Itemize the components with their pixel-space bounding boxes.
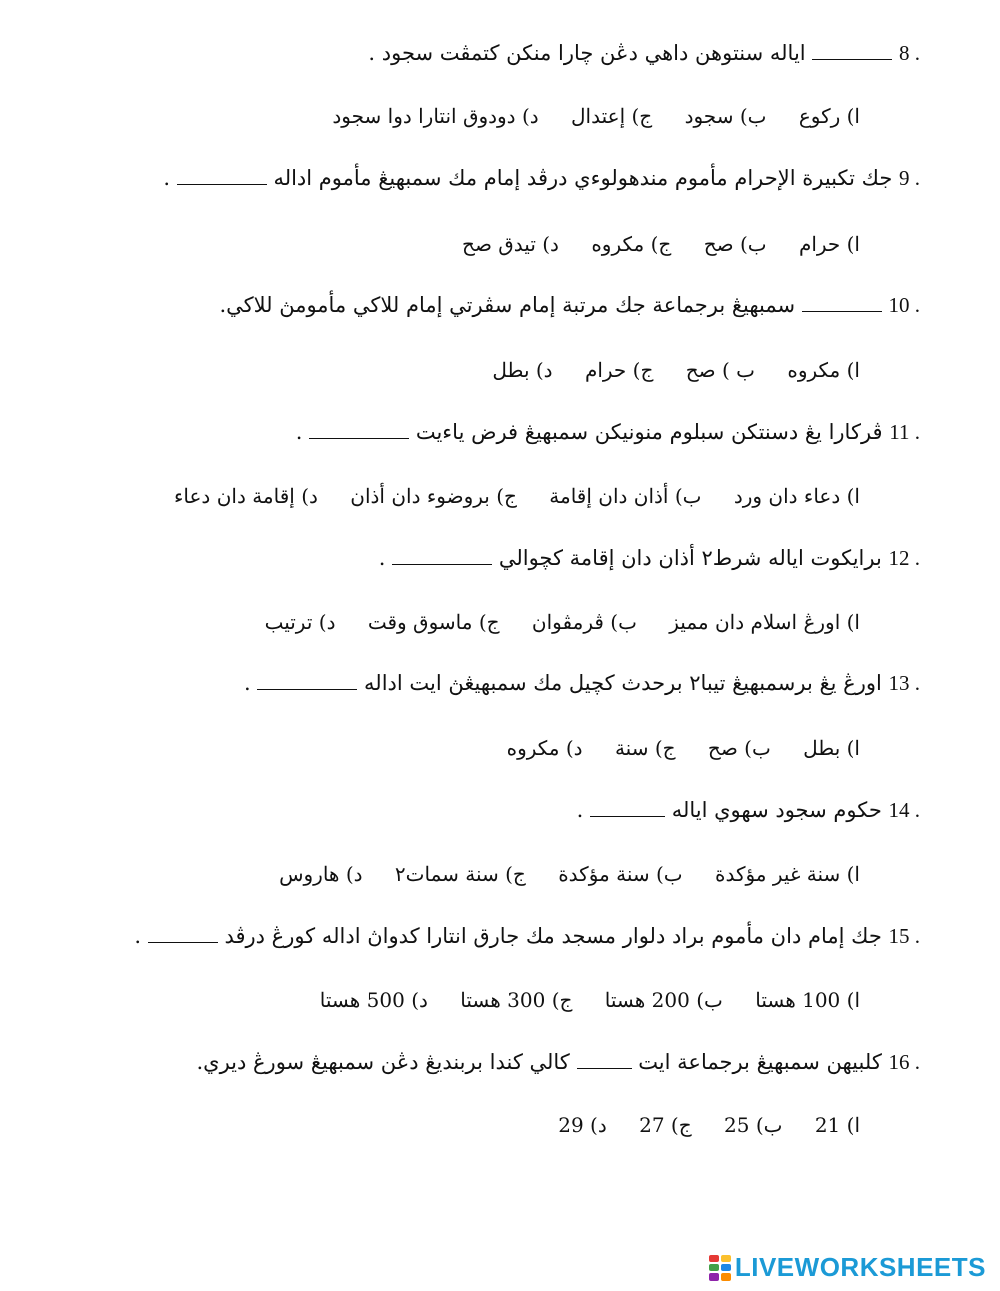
option-a[interactable]: ا) مكروه	[787, 358, 860, 382]
question-number: 9 .	[899, 166, 920, 190]
option-b[interactable]: ب) سنة مؤكدة	[558, 862, 683, 886]
question-15	[40, 921, 920, 951]
options-12	[40, 607, 860, 637]
question-stem-end: .	[378, 546, 386, 570]
option-d[interactable]: د) مكروه	[506, 736, 583, 760]
option-a[interactable]: ا) اورڠ اسلام دان مميز	[669, 610, 860, 634]
answer-blank[interactable]	[577, 1050, 632, 1069]
options-16	[40, 1110, 860, 1140]
option-d[interactable]: د) ترتيب	[264, 610, 336, 634]
question-stem: ڤركارا يڠ دسنتكن سبلوم منونيكن سمبهيڠ فرض ياءيت	[415, 420, 883, 444]
question-number: 15 .	[888, 924, 920, 948]
answer-blank[interactable]	[257, 671, 357, 690]
option-c[interactable]: ج) سنة سمات٢	[394, 862, 526, 886]
option-b[interactable]: ب) 200 هستا	[604, 988, 723, 1012]
options-8	[40, 101, 860, 131]
option-a[interactable]: ا) سنة غير مؤكدة	[714, 862, 860, 886]
option-d[interactable]: د) 29	[558, 1113, 607, 1137]
option-c[interactable]: ج) بروضوء دان أذان	[350, 484, 517, 508]
question-number: 8 .	[899, 41, 920, 65]
logo-block-icon	[709, 1255, 719, 1262]
logo-block-icon	[709, 1264, 719, 1271]
options-13	[40, 733, 860, 763]
option-b[interactable]: ب) ڤرمڤوان	[531, 610, 637, 634]
option-b[interactable]: ب) صح	[707, 736, 771, 760]
question-11	[40, 417, 920, 447]
option-c[interactable]: ج) مكروه	[591, 232, 672, 256]
option-b[interactable]: ب) 25	[724, 1113, 783, 1137]
liveworksheets-logo-icon	[709, 1255, 731, 1281]
question-16	[40, 1047, 920, 1077]
answer-blank[interactable]	[590, 798, 665, 817]
question-stem-end: .	[243, 671, 251, 695]
liveworksheets-footer	[709, 1252, 986, 1283]
question-8	[40, 38, 920, 68]
question-stem-end: .	[163, 166, 171, 190]
option-a[interactable]: ا) 21	[814, 1113, 860, 1137]
answer-blank[interactable]	[802, 293, 882, 312]
option-b[interactable]: ب ) صح	[685, 358, 755, 382]
question-stem-end: سمبهيڠ برجماعة جك مرتبة إمام سڤرتي إمام للاكي مأمومڽ للاكي.	[219, 293, 796, 317]
option-d[interactable]: د) 500 هستا	[319, 988, 428, 1012]
question-stem-end: .	[295, 420, 303, 444]
question-stem-end: اياله سنتوهن داهي دڠن چارا منكن كتمڤت سجود .	[368, 41, 806, 65]
options-14	[40, 859, 860, 889]
logo-block-icon	[721, 1273, 731, 1280]
answer-blank[interactable]	[392, 546, 492, 565]
option-b[interactable]: ب) أذان دان إقامة	[549, 484, 702, 508]
option-d[interactable]: د) إقامة دان دعاء	[174, 484, 318, 508]
logo-block-icon	[721, 1264, 731, 1271]
option-d[interactable]: د) تيدق صح	[462, 232, 559, 256]
answer-blank[interactable]	[148, 924, 218, 943]
logo-block-icon	[721, 1255, 731, 1262]
option-b[interactable]: ب) سجود	[684, 104, 767, 128]
question-number: 16 .	[888, 1050, 920, 1074]
question-stem: برايكوت اياله شرط٢ أذان دان إقامة كچوالي	[498, 546, 882, 570]
option-d[interactable]: د) بطل	[492, 358, 553, 382]
option-a[interactable]: ا) حرام	[798, 232, 860, 256]
question-12	[40, 543, 920, 573]
logo-block-icon	[709, 1273, 719, 1280]
option-a[interactable]: ا) 100 هستا	[755, 988, 860, 1012]
option-c[interactable]: ج) 27	[639, 1113, 692, 1137]
options-9	[40, 229, 860, 259]
question-stem: اورڠ يڠ برسمبهيڠ تيبا٢ برحدث كچيل مك سمبهيڠڽ ايت اداله	[364, 671, 882, 695]
question-number: 11 .	[889, 420, 920, 444]
question-number: 13 .	[888, 671, 920, 695]
option-d[interactable]: د) هاروس	[279, 862, 363, 886]
question-stem: جك تكبيرة الإحرام مأموم مندهولوءي درڤد إمام مك سمبهيڠ مأموم اداله	[273, 166, 893, 190]
options-11	[40, 481, 860, 511]
option-b[interactable]: ب) صح	[703, 232, 767, 256]
options-10	[40, 355, 860, 385]
question-stem: جك إمام دان مأموم براد دلوار مسجد مك جارق انتارا كدواڽ اداله كورڠ درڤد	[224, 924, 882, 948]
option-c[interactable]: ج) إعتدال	[571, 104, 653, 128]
answer-blank[interactable]	[812, 41, 892, 60]
question-stem-end: كالي كندا بربنديڠ دڠن سمبهيڠ سورڠ ديري.	[196, 1050, 570, 1074]
question-stem: كلبيهن سمبهيڠ برجماعة ايت	[638, 1050, 882, 1074]
question-stem-end: .	[576, 798, 584, 822]
question-10	[40, 290, 920, 320]
option-c[interactable]: ج) سنة	[614, 736, 676, 760]
option-c[interactable]: ج) حرام	[584, 358, 654, 382]
question-stem-end: .	[134, 924, 142, 948]
option-d[interactable]: د) دودوق انتارا دوا سجود	[332, 104, 539, 128]
option-a[interactable]: ا) ركوع	[798, 104, 860, 128]
answer-blank[interactable]	[309, 420, 409, 439]
question-number: 14 .	[888, 798, 920, 822]
question-14	[40, 795, 920, 825]
question-number: 12 .	[888, 546, 920, 570]
option-a[interactable]: ا) دعاء دان ورد	[733, 484, 860, 508]
question-stem: حكوم سجود سهوي اياله	[671, 798, 882, 822]
option-a[interactable]: ا) بطل	[803, 736, 860, 760]
brand-name: LIVEWORKSHEETS	[734, 1252, 986, 1282]
question-9	[40, 163, 920, 193]
option-c[interactable]: ج) ماسوق وقت	[367, 610, 500, 634]
options-15	[40, 985, 860, 1015]
option-c[interactable]: ج) 300 هستا	[460, 988, 573, 1012]
question-number: 10 .	[888, 293, 920, 317]
question-13	[40, 668, 920, 698]
answer-blank[interactable]	[177, 166, 267, 185]
